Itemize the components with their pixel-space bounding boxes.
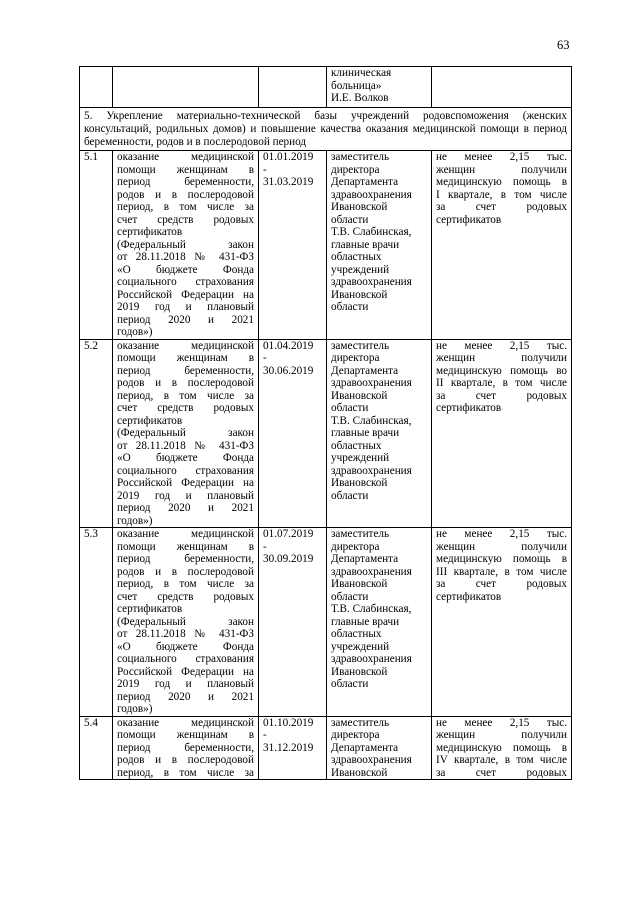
event-line: годов»): [117, 326, 153, 339]
event-line: помощи женщинам в: [117, 729, 254, 742]
expected-result: [432, 339, 572, 528]
date-sep: -: [263, 540, 267, 553]
event-line: 2019 год и плановый: [117, 489, 254, 502]
date-start: 01.07.2019: [263, 528, 314, 541]
date-end: 30.06.2019: [263, 364, 314, 377]
result-line: не менее 2,15 тыс.: [436, 716, 567, 729]
responsible-line: заместитель: [331, 716, 390, 729]
event-description: [113, 151, 259, 340]
result-line: сертификатов: [436, 590, 502, 603]
event-line: оказание медицинской: [117, 528, 254, 541]
event-line: социального страхования: [117, 464, 254, 477]
responsible-line: областных: [331, 251, 382, 264]
expected-result: [432, 528, 572, 717]
result-line: не менее 2,15 тыс.: [436, 339, 567, 352]
event-line: родов и в послеродовой: [117, 188, 254, 201]
date-start: 01.04.2019: [263, 339, 314, 352]
page-number: 63: [557, 38, 570, 52]
date-sep: -: [263, 163, 267, 176]
responsible-line: области: [331, 678, 369, 691]
table-row: [80, 151, 572, 340]
row-number: 5.4: [80, 716, 113, 780]
event-line: сертификатов: [117, 414, 183, 427]
table-row: [80, 528, 572, 717]
event-line: период, в том числе за: [117, 766, 254, 779]
result-line: женщин получили: [436, 352, 567, 365]
event-line: период беременности,: [117, 553, 254, 566]
plan-table: [79, 66, 572, 780]
expected-result: [432, 151, 572, 340]
responsible-persons: [327, 528, 432, 717]
event-dates: [259, 528, 327, 717]
event-line: Российской Федерации на: [117, 665, 254, 678]
result-line: медицинскую помощь в: [436, 741, 567, 754]
cell-num: [80, 67, 113, 108]
event-line: период, в том числе за: [117, 201, 254, 214]
responsible-line: Департамента: [331, 553, 399, 566]
event-line: от 28.11.2018 № 431-ФЗ: [117, 251, 254, 264]
responsible-line: директора: [331, 163, 380, 176]
event-line: «О бюджете Фонда: [117, 452, 254, 465]
result-line: медицинскую помощь во: [436, 364, 567, 377]
event-line: помощи женщинам в: [117, 163, 254, 176]
event-line: счет средств родовых: [117, 590, 254, 603]
event-line: годов»): [117, 514, 153, 527]
result-line: III квартале, в том числе: [436, 565, 567, 578]
result-line: сертификатов: [436, 213, 502, 226]
event-line: (Федеральный закон: [117, 238, 254, 251]
event-line: помощи женщинам в: [117, 352, 254, 365]
result-line: женщин получили: [436, 729, 567, 742]
event-line: 2019 год и плановый: [117, 301, 254, 314]
result-line: за счет родовых: [436, 578, 567, 591]
event-line: родов и в послеродовой: [117, 565, 254, 578]
event-line: оказание медицинской: [117, 716, 254, 729]
cell-event: [113, 67, 259, 108]
event-line: (Федеральный закон: [117, 427, 254, 440]
date-start: 01.10.2019: [263, 716, 314, 729]
result-line: медицинскую помощь в: [436, 176, 567, 189]
event-line: от 28.11.2018 № 431-ФЗ: [117, 628, 254, 641]
continuation-row: [80, 67, 572, 108]
responsible-line: заместитель: [331, 339, 390, 352]
responsible-line: области: [331, 590, 369, 603]
event-line: родов и в послеродовой: [117, 377, 254, 390]
responsible-line: Ивановской: [331, 578, 388, 591]
responsible-line: области: [331, 489, 369, 502]
event-line: период 2020 и 2021: [117, 502, 254, 515]
event-line: счет средств родовых: [117, 213, 254, 226]
responsible-line: Департамента: [331, 741, 399, 754]
responsible-line: учреждений: [331, 640, 390, 653]
date-start: 01.01.2019: [263, 151, 314, 164]
table-row: [80, 716, 572, 780]
event-line: период беременности,: [117, 176, 254, 189]
event-dates: [259, 339, 327, 528]
responsible-line: области: [331, 301, 369, 314]
row-number: 5.2: [80, 339, 113, 528]
result-line: I квартале, в том числе: [436, 188, 567, 201]
responsible-line: Департамента: [331, 176, 399, 189]
date-end: 30.09.2019: [263, 553, 314, 566]
responsible-line: Ивановской: [331, 389, 388, 402]
responsible-line: Т.В. Слабинская,: [331, 603, 412, 616]
expected-result: [432, 716, 572, 780]
event-line: родов и в послеродовой: [117, 754, 254, 767]
result-line: не менее 2,15 тыс.: [436, 528, 567, 541]
event-line: (Федеральный закон: [117, 615, 254, 628]
event-line: период, в том числе за: [117, 578, 254, 591]
event-line: «О бюджете Фонда: [117, 640, 254, 653]
responsible-line: здравоохранения: [331, 276, 412, 289]
responsible-line: Ивановской: [331, 665, 388, 678]
responsible-line: больница»: [331, 79, 382, 92]
responsible-line: директора: [331, 540, 380, 553]
row-number: 5.1: [80, 151, 113, 340]
event-line: помощи женщинам в: [117, 540, 254, 553]
event-line: оказание медицинской: [117, 151, 254, 164]
result-line: за счет родовых: [436, 389, 567, 402]
responsible-line: Ивановской: [331, 477, 388, 490]
date-sep: -: [263, 352, 267, 365]
event-line: Российской Федерации на: [117, 477, 254, 490]
date-sep: -: [263, 729, 267, 742]
responsible-line: Т.В. Слабинская,: [331, 226, 412, 239]
event-line: период, в том числе за: [117, 389, 254, 402]
responsible-line: главные врачи: [331, 238, 400, 251]
result-line: II квартале, в том числе: [436, 377, 567, 390]
responsible-line: И.Е. Волков: [331, 92, 389, 104]
event-line: Российской Федерации на: [117, 288, 254, 301]
result-line: не менее 2,15 тыс.: [436, 151, 567, 164]
section-title: 5. Укрепление материально-технической базы учреждений родовспоможения (женских консультаций, родильных домов) и повышение качества оказания медицинской помощи в период беременности, родов и в послеродовой период: [80, 108, 572, 151]
result-line: за счет родовых: [436, 766, 567, 779]
result-line: женщин получили: [436, 163, 567, 176]
event-description: [113, 716, 259, 780]
event-dates: [259, 716, 327, 780]
section-row: [80, 108, 572, 151]
responsible-line: здравоохранения: [331, 565, 412, 578]
responsible-line: главные врачи: [331, 615, 400, 628]
event-line: сертификатов: [117, 603, 183, 616]
event-line: период 2020 и 2021: [117, 690, 254, 703]
responsible-line: Ивановской: [331, 288, 388, 301]
cell-result: [432, 67, 572, 108]
event-line: счет средств родовых: [117, 402, 254, 415]
event-dates: [259, 151, 327, 340]
responsible-line: заместитель: [331, 151, 390, 164]
responsible-persons: [327, 151, 432, 340]
responsible-line: здравоохранения: [331, 754, 412, 767]
event-line: социального страхования: [117, 276, 254, 289]
event-line: социального страхования: [117, 653, 254, 666]
responsible-line: Ивановской: [331, 766, 388, 779]
responsible-line: областных: [331, 439, 382, 452]
event-line: период беременности,: [117, 364, 254, 377]
event-line: 2019 год и плановый: [117, 678, 254, 691]
responsible-line: Т.В. Слабинская,: [331, 414, 412, 427]
responsible-line: главные врачи: [331, 427, 400, 440]
responsible-line: Департамента: [331, 364, 399, 377]
event-description: [113, 528, 259, 717]
result-line: медицинскую помощь в: [436, 553, 567, 566]
responsible-line: Ивановской: [331, 201, 388, 214]
responsible-line: области: [331, 213, 369, 226]
responsible-line: здравоохранения: [331, 377, 412, 390]
result-line: за счет родовых: [436, 201, 567, 214]
responsible-line: директора: [331, 729, 380, 742]
result-line: сертификатов: [436, 402, 502, 415]
responsible-persons: [327, 339, 432, 528]
date-end: 31.12.2019: [263, 741, 314, 754]
responsible-line: заместитель: [331, 528, 390, 541]
cell-dates: [259, 67, 327, 108]
responsible-line: области: [331, 402, 369, 415]
date-end: 31.03.2019: [263, 176, 314, 189]
responsible-line: клиническая: [331, 67, 392, 79]
event-line: период 2020 и 2021: [117, 313, 254, 326]
event-description: [113, 339, 259, 528]
event-line: «О бюджете Фонда: [117, 263, 254, 276]
cell-responsible: [327, 67, 432, 108]
responsible-line: здравоохранения: [331, 653, 412, 666]
event-line: от 28.11.2018 № 431-ФЗ: [117, 439, 254, 452]
responsible-line: директора: [331, 352, 380, 365]
table-row: [80, 339, 572, 528]
responsible-persons: [327, 716, 432, 780]
event-line: сертификатов: [117, 226, 183, 239]
responsible-line: здравоохранения: [331, 464, 412, 477]
event-line: годов»): [117, 703, 153, 716]
event-line: оказание медицинской: [117, 339, 254, 352]
result-line: женщин получили: [436, 540, 567, 553]
responsible-line: областных: [331, 628, 382, 641]
result-line: IV квартале, в том числе: [436, 754, 567, 767]
event-line: период беременности,: [117, 741, 254, 754]
responsible-line: здравоохранения: [331, 188, 412, 201]
responsible-line: учреждений: [331, 263, 390, 276]
responsible-line: учреждений: [331, 452, 390, 465]
row-number: 5.3: [80, 528, 113, 717]
